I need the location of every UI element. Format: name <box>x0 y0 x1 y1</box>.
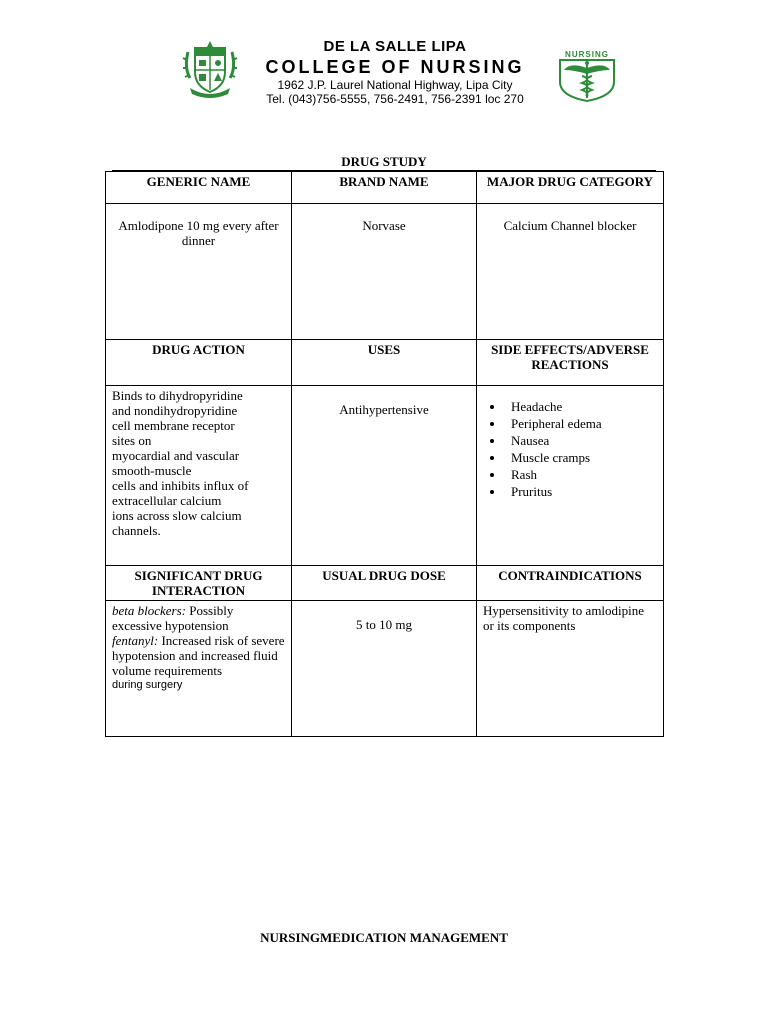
table-header-row <box>106 172 664 204</box>
table-row <box>106 601 664 737</box>
side-effects-list <box>483 398 657 500</box>
interaction-text-surgery: during surgery <box>112 679 183 691</box>
header-brand-name: BRAND NAME <box>292 172 477 204</box>
table-header-row <box>106 566 664 601</box>
letterhead-text <box>240 38 550 106</box>
contraindications-value: Hypersensitivity to amlodipine or its components <box>477 601 664 737</box>
header-generic-name: GENERIC NAME <box>106 172 292 204</box>
interaction-text-beta-blockers: Possibly excessive hypotension <box>112 603 234 633</box>
header-side-effects: SIDE EFFECTS/ADVERSE REACTIONS <box>477 340 664 386</box>
header-usual-drug-dose: USUAL DRUG DOSE <box>292 566 477 601</box>
header-major-drug-category: MAJOR DRUG CATEGORY <box>477 172 664 204</box>
school-address: 1962 J.P. Laurel National Highway, Lipa City <box>277 78 513 92</box>
table-header-row <box>106 340 664 386</box>
side-effects-value <box>477 386 664 566</box>
table-row <box>106 386 664 566</box>
list-item: • Peripheral edema <box>505 415 657 432</box>
school-crest-icon <box>182 38 238 100</box>
usual-dose-value: 5 to 10 mg <box>292 601 477 737</box>
drug-interaction-value <box>106 601 292 737</box>
generic-name-value: Amlodipone 10 mg every after dinner <box>106 204 292 340</box>
school-name: DE LA SALLE LIPA <box>323 38 467 55</box>
header-significant-drug-interaction: SIGNIFICANT DRUG INTERACTION <box>106 566 292 601</box>
nursing-caduceus-logo-icon <box>556 48 618 102</box>
interaction-label-fentanyl: fentanyl: <box>112 633 159 648</box>
header-drug-action: DRUG ACTION <box>106 340 292 386</box>
list-item: • Nausea <box>505 432 657 449</box>
list-item: • Pruritus <box>505 483 657 500</box>
svg-text:NURSING: NURSING <box>565 50 609 59</box>
list-item: • Muscle cramps <box>505 449 657 466</box>
drug-study-table <box>105 171 664 737</box>
list-item: • Headache <box>505 398 657 415</box>
header-contraindications: CONTRAINDICATIONS <box>477 566 664 601</box>
brand-name-value: Norvase <box>292 204 477 340</box>
school-telephone: Tel. (043)756-5555, 756-2491, 756-2391 loc 270 <box>266 92 524 106</box>
interaction-label-beta-blockers: beta blockers: <box>112 603 187 618</box>
header-uses: USES <box>292 340 477 386</box>
letterhead <box>0 0 768 130</box>
college-name: COLLEGE OF NURSING <box>265 57 525 77</box>
uses-value: Antihypertensive <box>292 386 477 566</box>
interaction-text-fentanyl: Increased risk of severe hypotension and increased fluid volume requirements <box>112 633 285 678</box>
list-item: • Rash <box>505 466 657 483</box>
drug-category-value: Calcium Channel blocker <box>477 204 664 340</box>
document-title: DRUG STUDY <box>112 154 656 171</box>
table-row <box>106 204 664 340</box>
drug-action-value: Binds to dihydropyridine and nondihydropyridine cell membrane receptor sites on myocardial and vascular smooth-muscle cells and inhibits influx of extracellular calcium ions across slow calcium channels. <box>106 386 292 566</box>
page-footer: NURSINGMEDICATION MANAGEMENT <box>260 930 508 945</box>
